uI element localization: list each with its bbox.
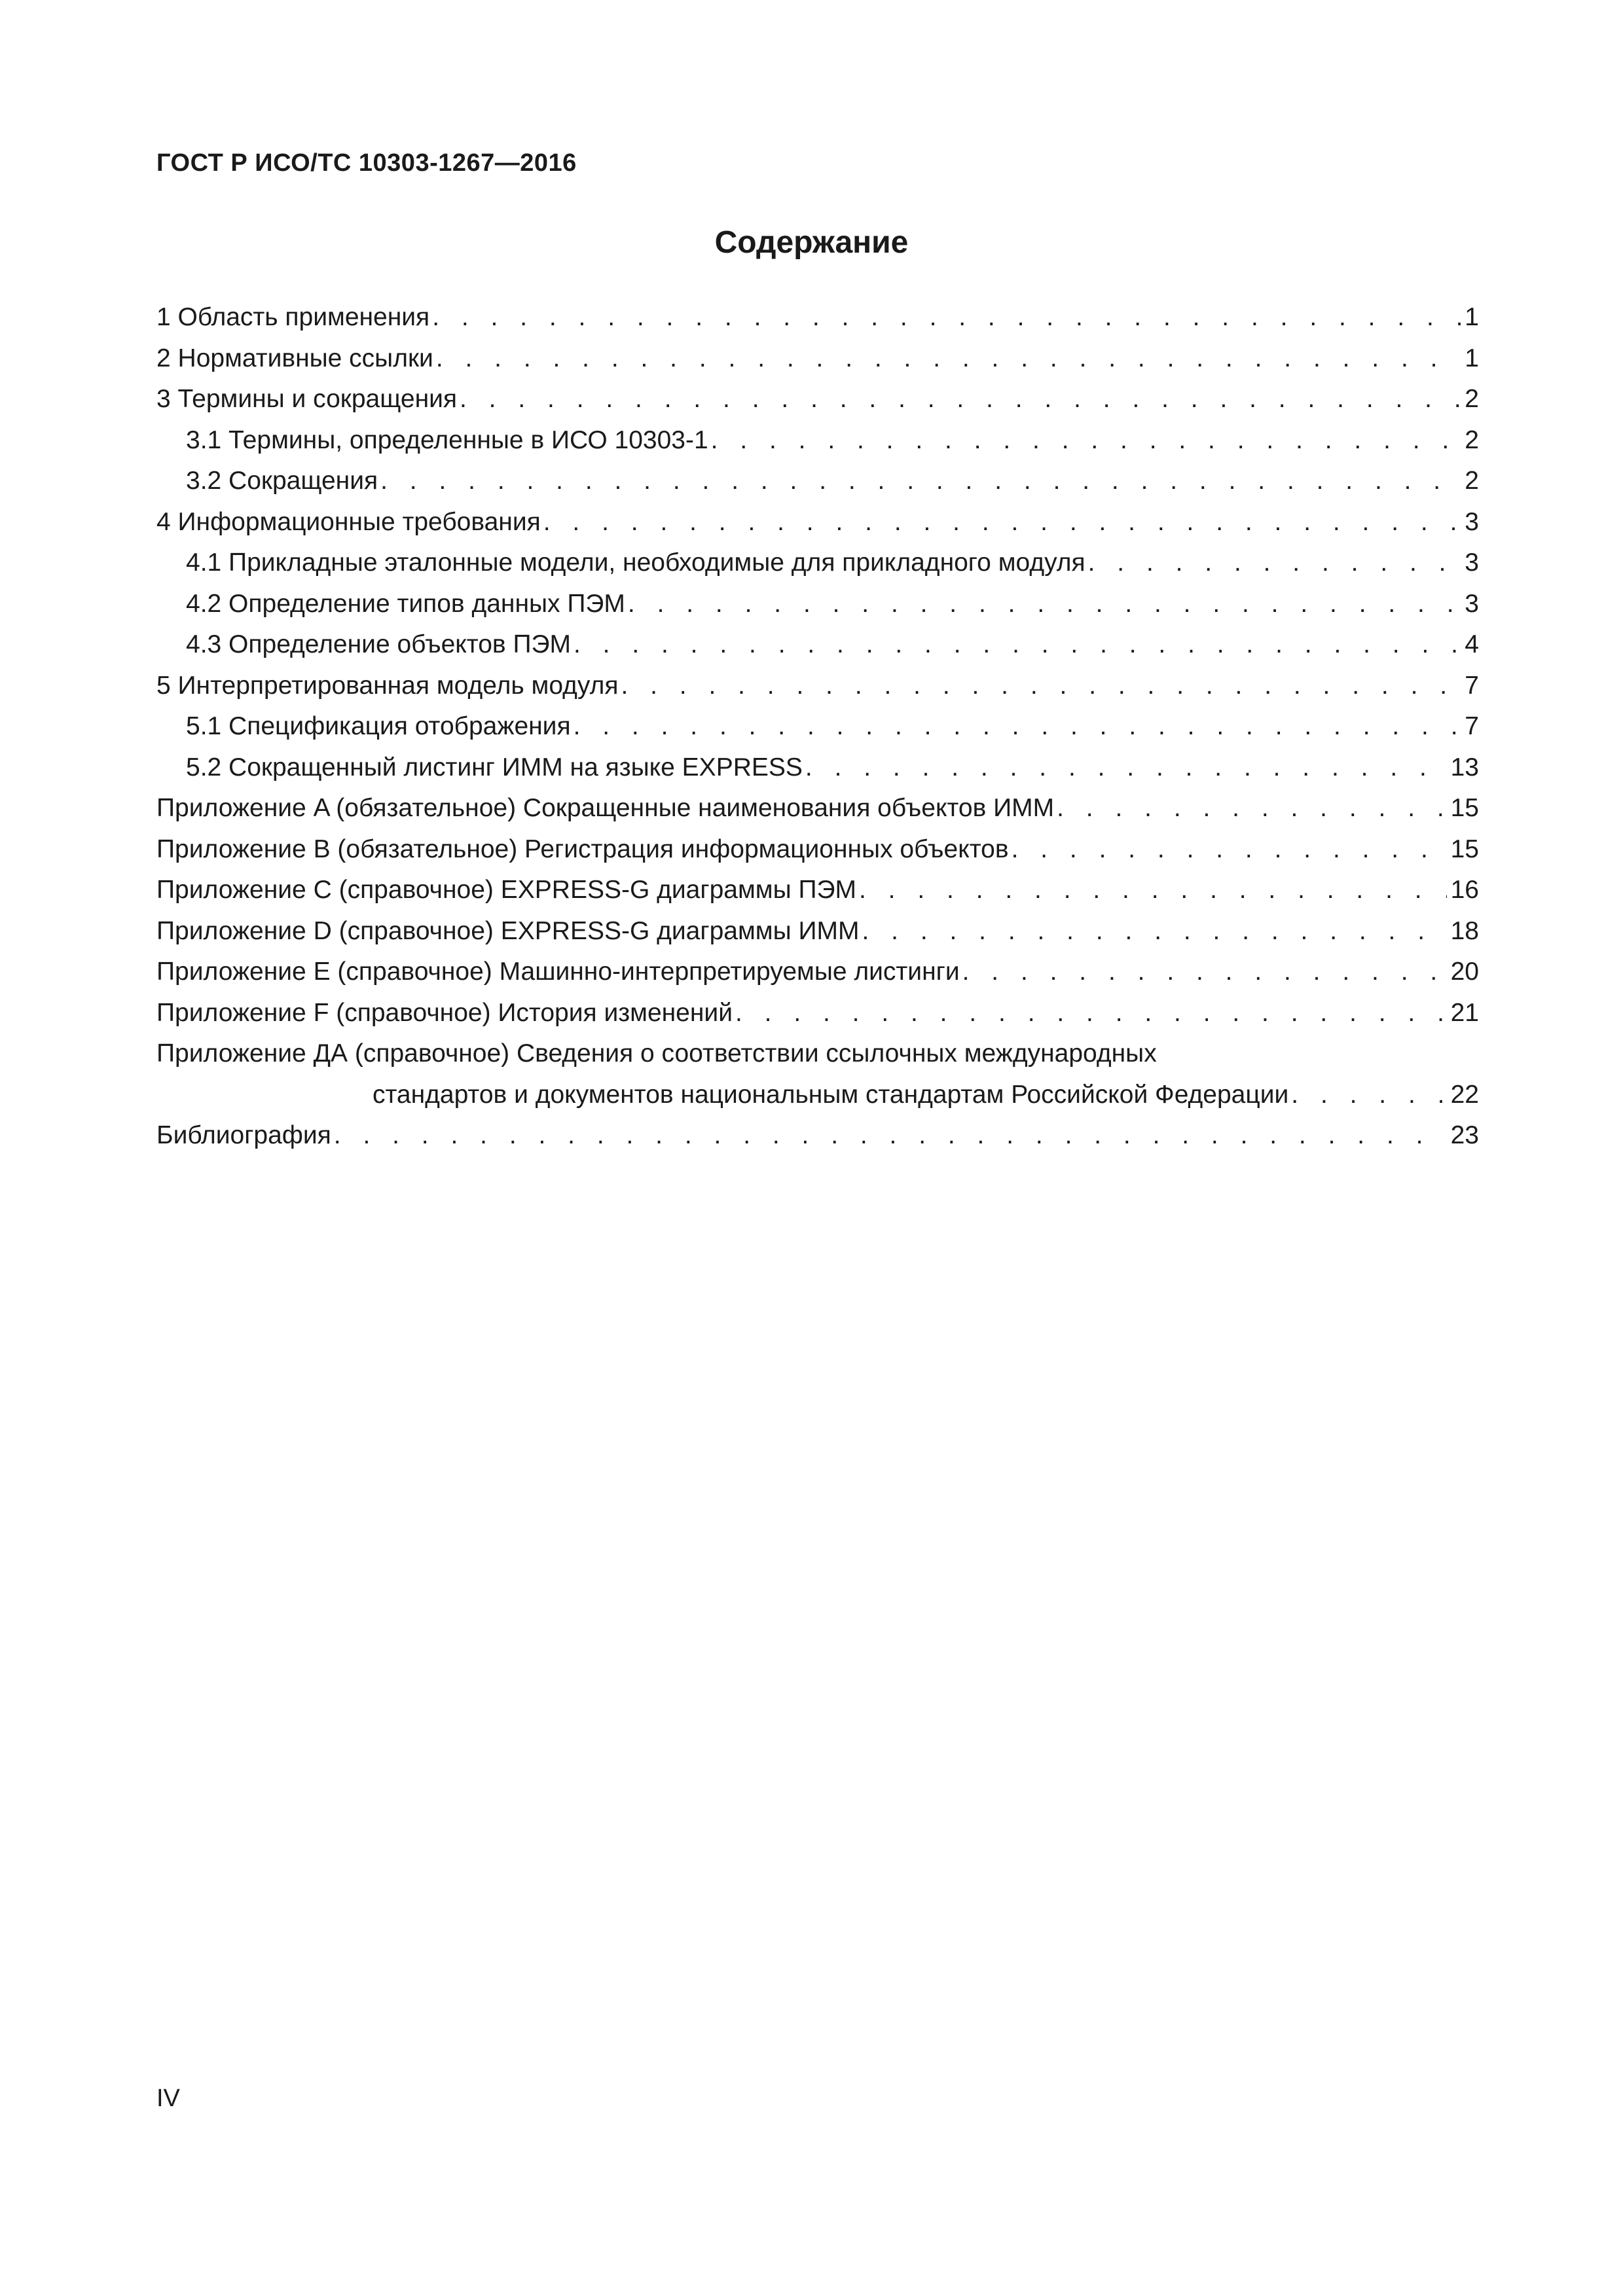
toc-entry-label: 4.3 Определение объектов ПЭМ <box>186 630 571 658</box>
toc-entry-page: 15 <box>1450 794 1479 822</box>
toc-entry[interactable] <box>156 420 1479 461</box>
toc-entry[interactable] <box>156 338 1479 380</box>
toc-entry[interactable] <box>156 788 1479 829</box>
toc-entry[interactable] <box>156 666 1479 707</box>
toc-entry-page: 18 <box>1450 916 1479 945</box>
toc-entry[interactable] <box>156 624 1479 666</box>
toc-dot-leader <box>460 379 1461 420</box>
toc-entry-page: 3 <box>1465 507 1479 536</box>
toc-entry-page: 2 <box>1465 425 1479 454</box>
toc-entry-label: 5 Интерпретированная модель модуля <box>156 671 619 700</box>
toc-title: Содержание <box>714 225 909 260</box>
toc-entry-page: 1 <box>1465 344 1479 372</box>
toc-entry[interactable] <box>156 747 1479 789</box>
toc-dot-leader <box>862 911 1446 952</box>
toc-entry-label: Библиография <box>156 1121 331 1149</box>
toc-entry[interactable] <box>156 297 1479 338</box>
toc-dot-leader <box>1057 788 1446 829</box>
toc-dot-leader <box>380 461 1461 502</box>
toc-entry-label: 4 Информационные требования <box>156 507 541 536</box>
toc-entry-page: 13 <box>1450 753 1479 781</box>
toc-dot-leader <box>543 502 1461 543</box>
toc-dot-leader <box>1088 543 1461 584</box>
toc-dot-leader <box>628 584 1461 625</box>
toc-entry[interactable] <box>156 584 1479 625</box>
toc-entry[interactable] <box>156 1033 1479 1075</box>
page-number: IV <box>156 2085 180 2112</box>
toc-entry-page: 21 <box>1450 998 1479 1027</box>
toc-entry-continuation[interactable] <box>156 1075 1479 1116</box>
toc-entry[interactable] <box>156 829 1479 870</box>
toc-dot-leader <box>621 666 1461 707</box>
toc-entry-page: 22 <box>1450 1080 1479 1109</box>
toc-entry-page: 4 <box>1465 630 1479 658</box>
toc-dot-leader <box>334 1115 1447 1157</box>
toc-dot-leader <box>574 624 1461 666</box>
toc-entry[interactable] <box>156 870 1479 911</box>
toc-entry-page: 20 <box>1450 958 1479 986</box>
toc-entry-label: Приложение ДА (справочное) Сведения о соответствии ссылочных международных <box>156 1039 1157 1067</box>
toc-entry-label: 2 Нормативные ссылки <box>156 344 433 372</box>
toc-entry-page: 3 <box>1465 589 1479 618</box>
toc-entry-label: Приложение F (справочное) История изменений <box>156 998 733 1027</box>
toc-dot-leader <box>859 870 1447 911</box>
toc-dot-leader <box>1291 1075 1446 1116</box>
toc-entry-label: 4.2 Определение типов данных ПЭМ <box>186 589 625 618</box>
toc-entry[interactable] <box>156 911 1479 952</box>
toc-entry-label: 4.1 Прикладные эталонные модели, необходимые для прикладного модуля <box>186 548 1085 577</box>
toc-entry-label: Приложение B (обязательное) Регистрация информационных объектов <box>156 834 1009 863</box>
toc-entry-label: 3 Термины и сокращения <box>156 385 458 413</box>
toc-dot-leader <box>432 297 1461 338</box>
toc-entry-page: 23 <box>1450 1121 1479 1149</box>
toc-entry-label: 3.2 Сокращения <box>186 467 378 495</box>
toc-entry-label: 5.2 Сокращенный листинг ИММ на языке EXPRESS <box>186 753 803 781</box>
toc-entry-page: 2 <box>1465 467 1479 495</box>
toc-entry-label: стандартов и документов национальным стандартам Российской Федерации <box>373 1080 1289 1109</box>
toc-dot-leader <box>1012 829 1447 870</box>
toc-entry-page: 7 <box>1465 712 1479 740</box>
toc-dot-leader <box>711 420 1461 461</box>
toc-entry[interactable] <box>156 952 1479 993</box>
toc-entry-label: Приложение C (справочное) EXPRESS-G диаграммы ПЭМ <box>156 876 857 904</box>
toc-entry-page: 1 <box>1465 303 1479 331</box>
toc-entry-label: 3.1 Термины, определенные в ИСО 10303-1 <box>186 425 708 454</box>
table-of-contents <box>156 297 1479 1157</box>
toc-entry[interactable] <box>156 502 1479 543</box>
toc-entry-label: Приложение D (справочное) EXPRESS-G диаграммы ИММ <box>156 916 860 945</box>
toc-entry[interactable] <box>156 543 1479 584</box>
toc-dot-leader <box>805 747 1447 789</box>
toc-dot-leader <box>436 338 1461 380</box>
toc-entry[interactable] <box>156 706 1479 747</box>
toc-entry-page: 7 <box>1465 671 1479 700</box>
toc-entry-page: 15 <box>1450 834 1479 863</box>
toc-entry[interactable] <box>156 993 1479 1034</box>
toc-dot-leader <box>735 993 1447 1034</box>
toc-entry-page: 2 <box>1465 385 1479 413</box>
toc-entry-label: Приложение A (обязательное) Сокращенные наименования объектов ИММ <box>156 794 1055 822</box>
toc-entry-label: 1 Область применения <box>156 303 430 331</box>
toc-entry-label: 5.1 Спецификация отображения <box>186 712 571 740</box>
document-header: ГОСТ Р ИСО/ТС 10303-1267—2016 <box>156 149 577 177</box>
toc-dot-leader <box>962 952 1447 993</box>
toc-entry-page: 3 <box>1465 548 1479 577</box>
toc-entry-label: Приложение E (справочное) Машинно-интерпретируемые листинги <box>156 958 960 986</box>
toc-dot-leader <box>574 706 1461 747</box>
toc-entry[interactable] <box>156 1115 1479 1157</box>
toc-entry[interactable] <box>156 379 1479 420</box>
toc-entry[interactable] <box>156 461 1479 502</box>
toc-entry-page: 16 <box>1450 876 1479 904</box>
